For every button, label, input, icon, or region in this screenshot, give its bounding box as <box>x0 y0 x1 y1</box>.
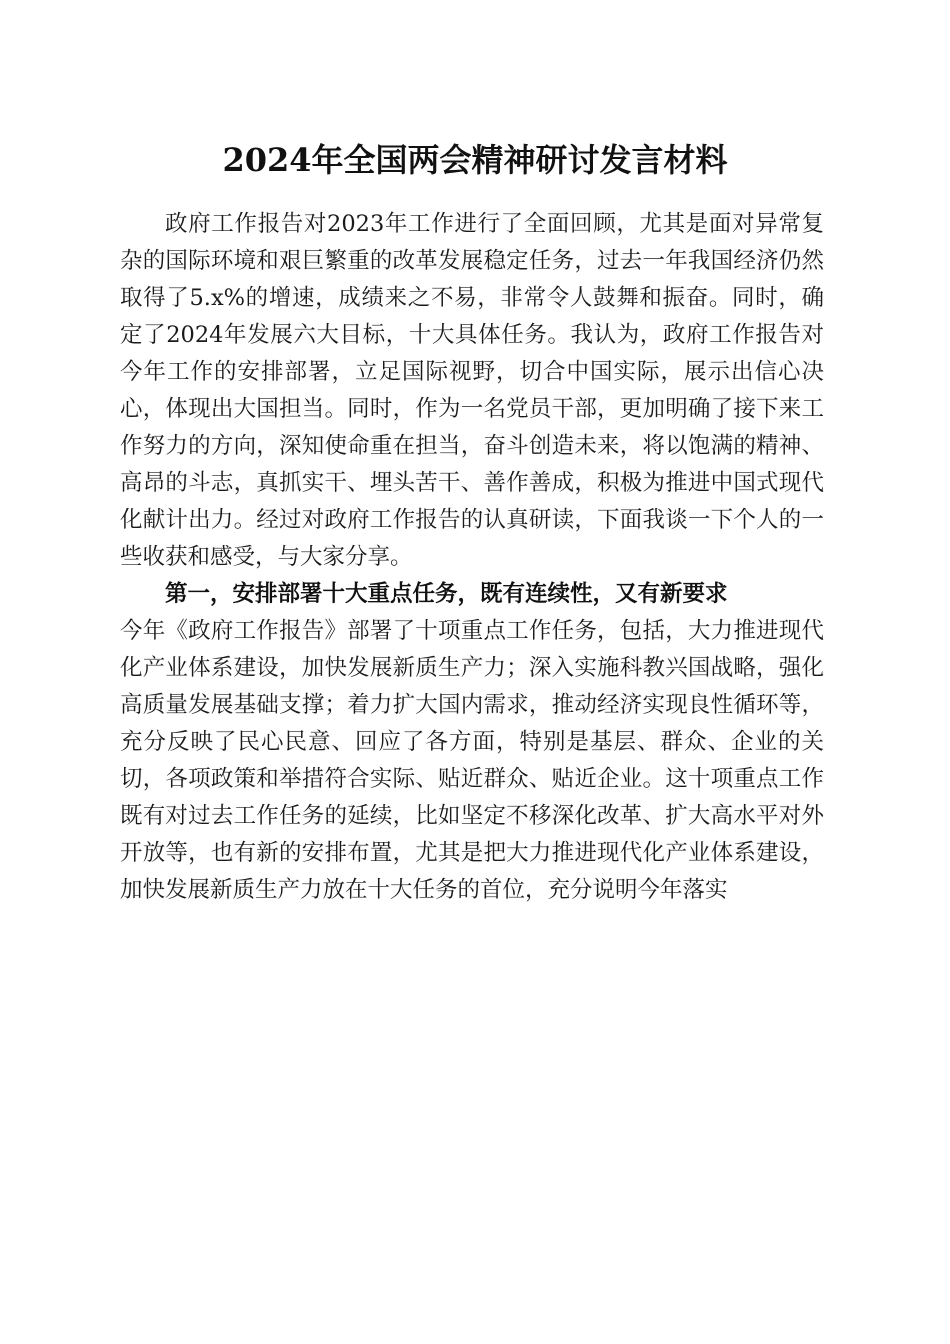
paragraph-text: 政府工作报告对2023年工作进行了全面回顾，尤其是面对异常复杂的国际环境和艰巨繁重的改革发展稳定任务，过去一年我国经济仍然取得了5.x%的增速，成绩来之不易，非常令人鼓舞和振奋。同时，确定了2024年发展六大目标，十大具体任务。我认为，政府工作报告对今年工作的安排部署，立足国际视野，切合中国实际，展示出信心决心，体现出大国担当。同时，作为一名党员干部，更加明确了接下来工作努力的方向，深知使命重在担当，奋斗创造未来，将以饱满的精神、高昂的斗志，真抓实干、埋头苦干、善作善成，积极为推进中国式现代化献计出力。经过对政府工作报告的认真研读，下面我谈一下个人的一些收获和感受，与大家分享。 <box>120 211 824 570</box>
document-title: 2024年全国两会精神研讨发言材料 <box>222 141 728 179</box>
section-heading-first: 第一，安排部署十大重点任务，既有连续性，又有新要求 <box>165 581 728 607</box>
paragraph-intro <box>120 206 824 576</box>
paragraph-text: 今年《政府工作报告》部署了十项重点工作任务，包括，大力推进现代化产业体系建设，加快发展新质生产力；深入实施科教兴国战略，强化高质量发展基础支撑；着力扩大国内需求，推动经济实现良性循环等，充分反映了民心民意、回应了各方面，特别是基层、群众、企业的关切，各项政策和举措符合实际、贴近群众、贴近企业。这十项重点工作既有对过去工作任务的延续，比如坚定不移深化改革、扩大高水平对外开放等，也有新的安排布置，尤其是把大力推进现代化产业体系建设，加快发展新质生产力放在十大任务的首位，充分说明今年落实 <box>120 618 824 903</box>
paragraph-first-point <box>120 576 824 909</box>
document-body <box>120 206 824 909</box>
